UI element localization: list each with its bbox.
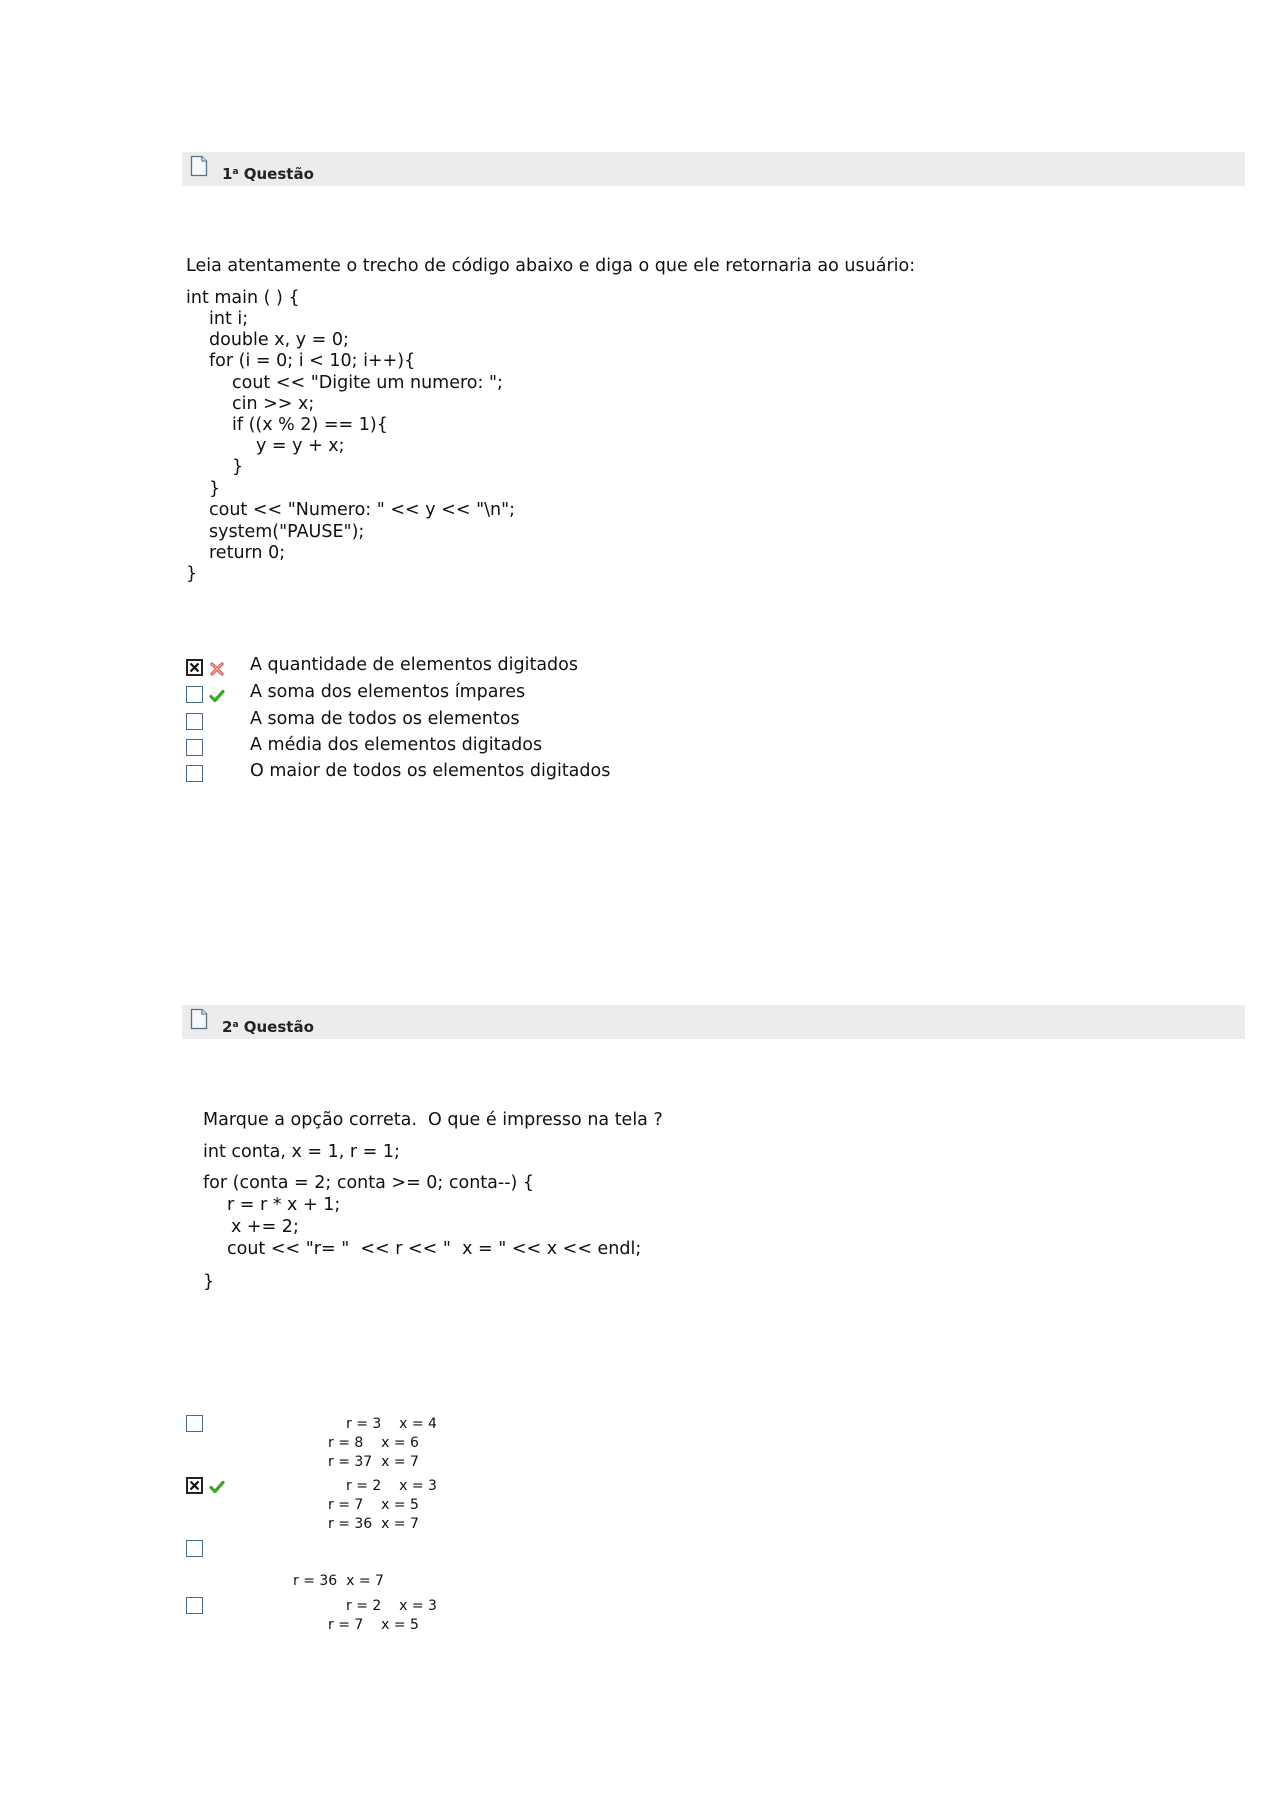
option-checkbox[interactable] — [186, 713, 203, 730]
question-1-prompt: Leia atentamente o trecho de código abaixo e diga o que ele retornaria ao usuário: — [186, 256, 916, 276]
code-line: } — [203, 1272, 215, 1292]
code-line: int i; — [209, 309, 249, 329]
code-line: } — [209, 479, 221, 499]
option-output-line: r = 7 x = 5 — [328, 1497, 419, 1513]
code-line: cout << "Numero: " << y << "\n"; — [209, 500, 516, 520]
option-label: A quantidade de elementos digitados — [250, 655, 578, 675]
option-output-line: r = 2 x = 3 — [346, 1478, 437, 1494]
option-label: A soma dos elementos ímpares — [250, 682, 526, 702]
check-x-icon — [189, 662, 200, 673]
code-line: int main ( ) { — [186, 288, 300, 308]
option-checkbox-checked[interactable] — [186, 1477, 203, 1494]
option-label: A média dos elementos digitados — [250, 735, 543, 755]
code-line: r = r * x + 1; — [227, 1195, 341, 1215]
code-line: for (i = 0; i < 10; i++){ — [209, 351, 416, 371]
option-output-line: r = 3 x = 4 — [346, 1416, 437, 1432]
correct-answer-icon — [209, 689, 225, 703]
code-line: return 0; — [209, 543, 286, 563]
code-line: system("PAUSE"); — [209, 522, 365, 542]
option-output-line: r = 36 x = 7 — [328, 1516, 419, 1532]
code-line: for (conta = 2; conta >= 0; conta--) { — [203, 1173, 535, 1193]
option-label: O maior de todos os elementos digitados — [250, 761, 611, 781]
code-line: cin >> x; — [232, 394, 315, 414]
code-line: int conta, x = 1, r = 1; — [203, 1142, 400, 1162]
question-2-title: 2$^a$ Questão — [222, 1018, 314, 1036]
code-line: cout << "r= " << r << " x = " << x << endl; — [227, 1239, 642, 1259]
option-checkbox[interactable] — [186, 1415, 203, 1432]
option-output-line: r = 36 x = 7 — [293, 1573, 384, 1589]
option-checkbox[interactable] — [186, 765, 203, 782]
option-label: A soma de todos os elementos — [250, 709, 520, 729]
check-x-icon — [189, 1480, 200, 1491]
option-checkbox[interactable] — [186, 1597, 203, 1614]
option-output-line: r = 8 x = 6 — [328, 1435, 419, 1451]
wrong-answer-icon — [209, 662, 225, 676]
code-line: cout << "Digite um numero: "; — [232, 373, 503, 393]
option-checkbox[interactable] — [186, 1540, 203, 1557]
option-output-line: r = 2 x = 3 — [346, 1598, 437, 1614]
code-line: x += 2; — [231, 1217, 299, 1237]
code-line: } — [186, 564, 198, 584]
correct-answer-icon — [209, 1480, 225, 1494]
question-1-title: 1$^a$ Questão — [222, 165, 314, 183]
option-checkbox[interactable] — [186, 739, 203, 756]
code-line: double x, y = 0; — [209, 330, 349, 350]
code-line: y = y + x; — [256, 436, 345, 456]
option-checkbox-checked[interactable] — [186, 659, 203, 676]
code-line: if ((x % 2) == 1){ — [232, 415, 388, 435]
option-checkbox[interactable] — [186, 686, 203, 703]
document-icon — [190, 155, 208, 177]
document-icon — [190, 1008, 208, 1030]
question-2-header — [182, 1005, 1245, 1039]
code-line: } — [232, 457, 244, 477]
question-2-prompt: Marque a opção correta. O que é impresso na tela ? — [203, 1110, 663, 1130]
question-1-header — [182, 152, 1245, 186]
option-output-line: r = 37 x = 7 — [328, 1454, 419, 1470]
option-output-line: r = 7 x = 5 — [328, 1617, 419, 1633]
